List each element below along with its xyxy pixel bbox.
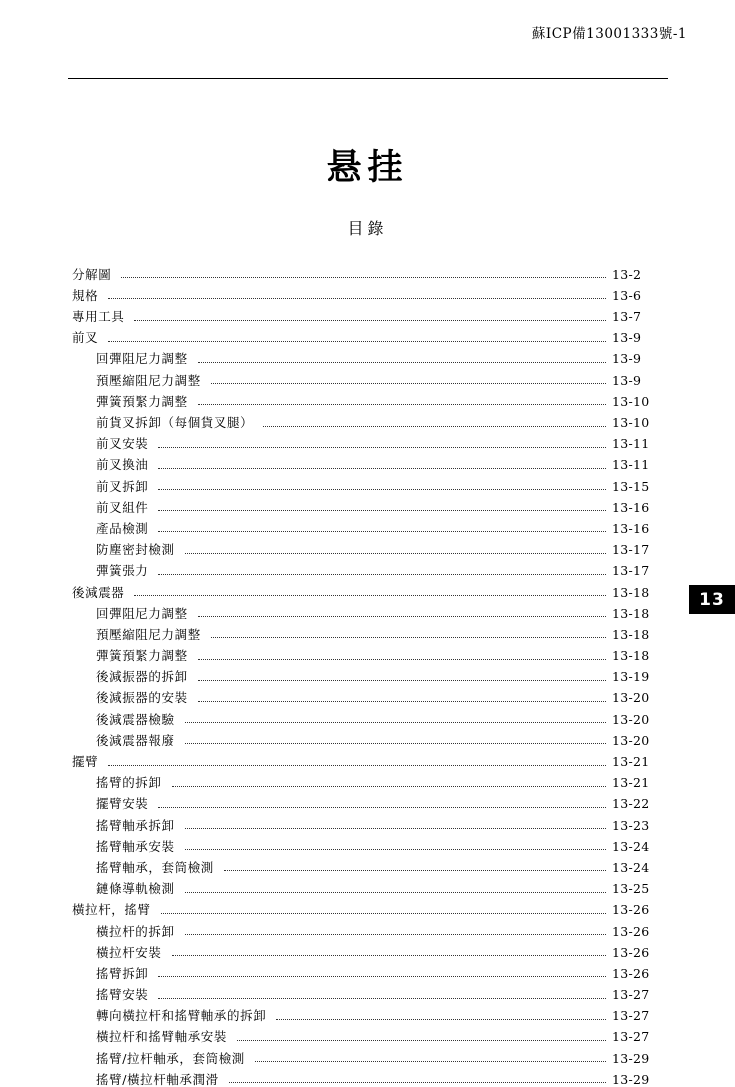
- toc-entry-page-number: 13-10: [612, 393, 650, 409]
- toc-leader-dots: [185, 742, 606, 744]
- toc-entry[interactable]: [72, 472, 664, 493]
- toc-entry-label: 橫拉杆安裝: [96, 944, 162, 960]
- toc-entry[interactable]: [72, 663, 664, 684]
- toc-leader-dots: [185, 891, 606, 893]
- toc-entry[interactable]: [72, 620, 664, 641]
- toc-entry[interactable]: [72, 811, 664, 832]
- header-divider-rule: [68, 78, 668, 79]
- toc-entry-label: 彈簧預緊力調整: [96, 648, 188, 664]
- toc-leader-dots: [185, 848, 606, 850]
- toc-entry-page-number: 13-29: [612, 1050, 650, 1066]
- toc-leader-dots: [185, 827, 606, 829]
- toc-entry-page-number: 13-26: [612, 902, 650, 918]
- toc-entry-page-number: 13-27: [612, 987, 650, 1003]
- toc-leader-dots: [276, 1018, 606, 1020]
- toc-leader-dots: [158, 467, 606, 469]
- toc-entry[interactable]: [72, 1065, 664, 1086]
- toc-entry[interactable]: [72, 493, 664, 514]
- toc-entry[interactable]: [72, 408, 664, 429]
- toc-entry[interactable]: [72, 705, 664, 726]
- toc-leader-dots: [172, 954, 606, 956]
- toc-leader-dots: [172, 785, 606, 787]
- toc-leader-dots: [158, 975, 606, 977]
- toc-entry-label: 鏈條導軌檢測: [96, 881, 175, 897]
- toc-leader-dots: [263, 425, 606, 427]
- toc-entry-label: 規格: [72, 287, 99, 303]
- toc-entry-page-number: 13-17: [612, 563, 650, 579]
- toc-leader-dots: [211, 382, 606, 384]
- toc-entry-label: 前叉: [72, 330, 99, 346]
- toc-entry[interactable]: [72, 917, 664, 938]
- toc-entry-label: 橫拉杆的拆卸: [96, 923, 175, 939]
- toc-entry[interactable]: [72, 1023, 664, 1044]
- toc-entry-label: 搖臂拆卸: [96, 965, 149, 981]
- toc-entry[interactable]: [72, 366, 664, 387]
- toc-entry-page-number: 13-23: [612, 817, 650, 833]
- toc-entry-label: 搖臂/拉杆軸承，套筒檢測: [96, 1050, 245, 1066]
- toc-entry[interactable]: [72, 832, 664, 853]
- toc-entry-label: 後減振器的拆卸: [96, 669, 188, 685]
- toc-entry-page-number: 13-19: [612, 669, 650, 685]
- toc-entry[interactable]: [72, 345, 664, 366]
- toc-entry[interactable]: [72, 281, 664, 302]
- toc-entry-page-number: 13-29: [612, 1071, 650, 1087]
- toc-entry-page-number: 13-20: [612, 732, 650, 748]
- toc-entry-label: 前貨叉拆卸（每個貨叉腿）: [96, 415, 254, 430]
- page-title: 悬挂: [326, 147, 409, 188]
- toc-leader-dots: [134, 319, 606, 321]
- toc-entry-label: 擺臂: [72, 754, 99, 769]
- toc-entry-label: 搖臂安裝: [96, 987, 149, 1003]
- toc-entry[interactable]: [72, 769, 664, 790]
- toc-entry-label: 轉向橫拉杆和搖臂軸承的拆卸: [96, 1008, 267, 1024]
- toc-entry-label: 搖臂軸承拆卸: [96, 817, 175, 833]
- toc-leader-dots: [185, 721, 606, 723]
- toc-leader-dots: [108, 764, 606, 766]
- toc-entry[interactable]: [72, 747, 664, 768]
- toc-entry-page-number: 13-21: [612, 754, 650, 769]
- toc-leader-dots: [158, 573, 606, 575]
- toc-entry-page-number: 13-18: [612, 626, 650, 642]
- toc-entry-label: 前叉安裝: [96, 436, 149, 452]
- toc-entry-page-number: 13-24: [612, 859, 650, 875]
- toc-entry[interactable]: [72, 324, 664, 345]
- icp-registration-text: 蘇ICP備13001333號-1: [531, 26, 687, 42]
- toc-entry-page-number: 13-9: [612, 351, 642, 367]
- toc-leader-dots: [158, 806, 606, 808]
- toc-leader-dots: [158, 997, 606, 999]
- toc-leader-dots: [158, 446, 606, 448]
- toc-entry-page-number: 13-20: [612, 711, 650, 727]
- toc-entry-page-number: 13-16: [612, 499, 650, 515]
- toc-entry-label: 橫拉杆和搖臂軸承安裝: [96, 1029, 228, 1045]
- toc-leader-dots: [121, 276, 606, 278]
- toc-entry-label: 前叉組件: [96, 499, 149, 515]
- toc-entry-page-number: 13-20: [612, 690, 650, 706]
- toc-leader-dots: [198, 615, 606, 617]
- toc-entry-page-number: 13-18: [612, 584, 650, 600]
- toc-entry[interactable]: [72, 641, 664, 662]
- toc-entry-page-number: 13-18: [612, 648, 650, 664]
- toc-entry[interactable]: [72, 302, 664, 323]
- toc-entry-label: 後減震器: [72, 584, 125, 600]
- toc-entry[interactable]: [72, 535, 664, 556]
- toc-entry-label: 搖臂/橫拉杆軸承潤滑: [96, 1071, 219, 1087]
- toc-entry-label: 預壓縮阻尼力調整: [96, 372, 201, 388]
- toc-entry-page-number: 13-17: [612, 542, 650, 558]
- toc-leader-dots: [198, 658, 606, 660]
- toc-entry-page-number: 13-9: [612, 372, 642, 388]
- toc-entry-page-number: 13-26: [612, 923, 650, 939]
- toc-entry-page-number: 13-10: [612, 415, 650, 430]
- toc-leader-dots: [158, 488, 606, 490]
- toc-entry-label: 彈簧預緊力調整: [96, 393, 188, 409]
- toc-entry-page-number: 13-16: [612, 520, 650, 536]
- toc-leader-dots: [198, 403, 606, 405]
- toc-leader-dots: [158, 530, 606, 532]
- toc-entry-label: 分解圖: [72, 266, 112, 282]
- toc-entry-label: 預壓縮阻尼力調整: [96, 626, 201, 642]
- toc-entry[interactable]: [72, 790, 664, 811]
- toc-entry-label: 前叉換油: [96, 457, 149, 473]
- table-of-contents: [72, 260, 664, 1086]
- toc-entry[interactable]: [72, 1002, 664, 1023]
- toc-entry-label: 後減震器報廢: [96, 732, 175, 748]
- toc-leader-dots: [108, 297, 606, 299]
- toc-leader-dots: [161, 912, 606, 914]
- toc-entry[interactable]: [72, 853, 664, 874]
- toc-entry-page-number: 13-11: [612, 436, 650, 452]
- toc-entry-label: 專用工具: [72, 309, 125, 325]
- toc-leader-dots: [134, 594, 606, 596]
- toc-entry-label: 回彈阻尼力調整: [96, 351, 188, 367]
- toc-entry-label: 產品檢測: [96, 520, 149, 536]
- toc-entry-label: 後減震器檢驗: [96, 711, 175, 727]
- toc-entry-page-number: 13-9: [612, 330, 642, 346]
- toc-entry[interactable]: [72, 430, 664, 451]
- toc-entry-label: 橫拉杆，搖臂: [72, 902, 151, 918]
- toc-entry[interactable]: [72, 557, 664, 578]
- toc-entry-label: 彈簧張力: [96, 563, 149, 579]
- toc-entry-page-number: 13-6: [612, 287, 642, 303]
- toc-entry-page-number: 13-2: [612, 266, 642, 282]
- toc-entry-page-number: 13-27: [612, 1029, 650, 1045]
- toc-entry-label: 前叉拆卸: [96, 478, 149, 494]
- toc-entry[interactable]: [72, 599, 664, 620]
- toc-entry[interactable]: [72, 959, 664, 980]
- toc-leader-dots: [108, 340, 606, 342]
- toc-leader-dots: [198, 361, 606, 363]
- toc-leader-dots: [255, 1060, 606, 1062]
- toc-entry-page-number: 13-15: [612, 478, 650, 494]
- toc-entry-page-number: 13-24: [612, 838, 650, 854]
- toc-entry-page-number: 13-18: [612, 605, 650, 621]
- toc-entry[interactable]: [72, 938, 664, 959]
- toc-entry-label: 防塵密封檢測: [96, 542, 175, 558]
- toc-entry-label: 搖臂軸承安裝: [96, 838, 175, 854]
- toc-entry-label: 搖臂軸承，套筒檢測: [96, 859, 214, 875]
- toc-entry[interactable]: [72, 387, 664, 408]
- toc-heading: 目錄: [347, 219, 388, 238]
- toc-entry-page-number: 13-26: [612, 965, 650, 981]
- toc-entry-page-number: 13-7: [612, 309, 642, 325]
- toc-entry[interactable]: [72, 451, 664, 472]
- chapter-tab-marker: 13: [689, 585, 735, 614]
- toc-leader-dots: [185, 933, 606, 935]
- toc-entry[interactable]: [72, 874, 664, 895]
- toc-entry-page-number: 13-26: [612, 944, 650, 960]
- toc-entry-page-number: 13-22: [612, 796, 650, 812]
- toc-entry-label: 搖臂的拆卸: [96, 775, 162, 791]
- toc-leader-dots: [158, 509, 606, 511]
- toc-leader-dots: [185, 552, 606, 554]
- toc-leader-dots: [229, 1081, 606, 1083]
- toc-entry[interactable]: [72, 578, 664, 599]
- toc-entry[interactable]: [72, 1044, 664, 1065]
- toc-entry-page-number: 13-27: [612, 1008, 650, 1024]
- toc-entry[interactable]: [72, 514, 664, 535]
- toc-entry-label: 回彈阻尼力調整: [96, 605, 188, 621]
- toc-entry-label: 後減振器的安裝: [96, 690, 188, 706]
- toc-leader-dots: [198, 679, 606, 681]
- toc-entry-page-number: 13-21: [612, 775, 650, 791]
- toc-leader-dots: [198, 700, 606, 702]
- toc-entry-label: 擺臂安裝: [96, 796, 149, 812]
- toc-entry-page-number: 13-25: [612, 881, 650, 897]
- toc-entry[interactable]: [72, 684, 664, 705]
- toc-leader-dots: [224, 869, 606, 871]
- toc-entry[interactable]: [72, 980, 664, 1001]
- toc-entry[interactable]: [72, 260, 664, 281]
- toc-entry[interactable]: [72, 896, 664, 917]
- toc-leader-dots: [237, 1039, 606, 1041]
- toc-leader-dots: [211, 636, 606, 638]
- toc-entry-page-number: 13-11: [612, 457, 650, 473]
- toc-entry[interactable]: [72, 726, 664, 747]
